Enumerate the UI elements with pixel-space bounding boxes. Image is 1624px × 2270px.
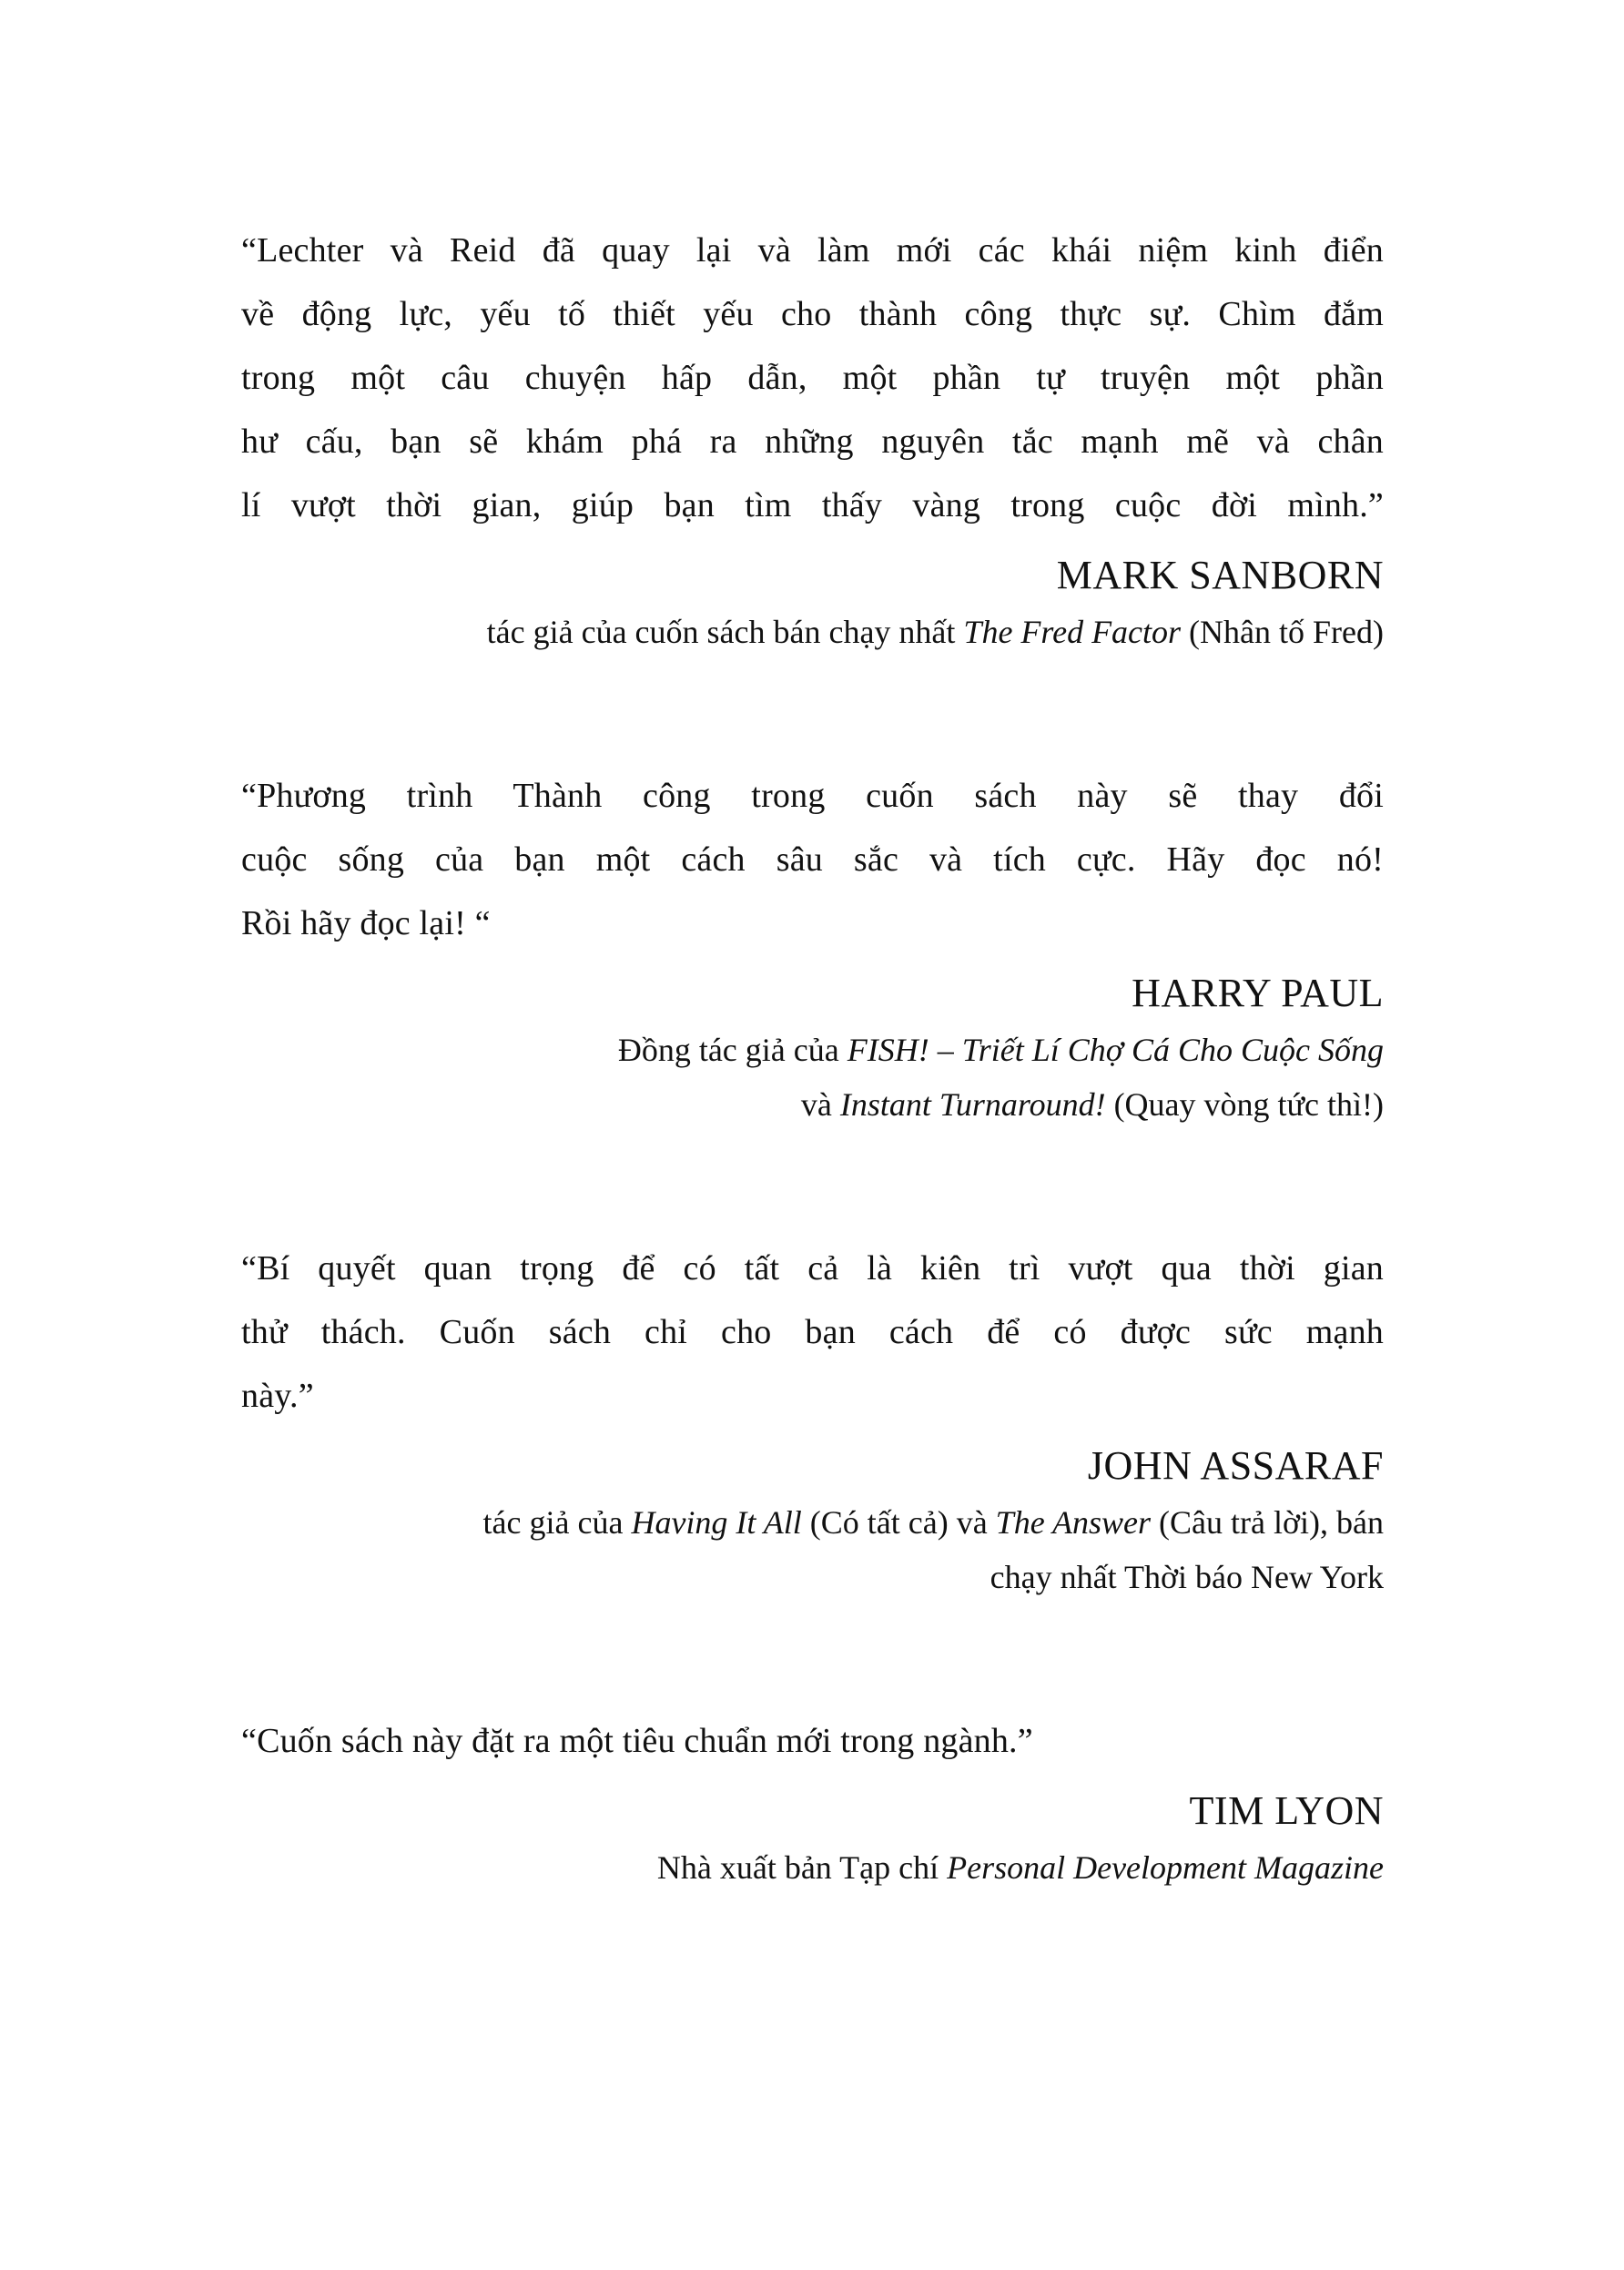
endorsement-mark-sanborn <box>241 219 1384 659</box>
quote <box>241 764 1384 955</box>
quote-line: “Phương trình Thành công trong cuốn sách này sẽ thay đổi <box>241 777 1384 815</box>
quote-line: Rồi hãy đọc lại! “ <box>241 904 491 942</box>
credit-line: chạy nhất Thời báo New York <box>990 1559 1384 1595</box>
author-name: HARRY PAUL <box>1132 971 1384 1015</box>
credit-line: Nhà xuất bản Tạp chí Personal Development Magazine <box>656 1849 1384 1886</box>
credit-line: tác giả của Having It All (Có tất cả) và The Answer (Câu trả lời), bán <box>482 1504 1384 1541</box>
quote-line: “Lechter và Reid đã quay lại và làm mới các khái niệm kinh điển <box>241 231 1384 270</box>
author-credit <box>241 1840 1384 1895</box>
quote-line: cuộc sống của bạn một cách sâu sắc và tích cực. Hãy đọc nó! <box>241 840 1384 879</box>
text-block <box>241 0 1384 1895</box>
credit-line: tác giả của cuốn sách bán chạy nhất The Fred Factor (Nhân tố Fred) <box>486 614 1384 650</box>
quote-line: về động lực, yếu tố thiết yếu cho thành công thực sự. Chìm đắm <box>241 295 1384 333</box>
quote-line: lí vượt thời gian, giúp bạn tìm thấy vàng trong cuộc đời mình.” <box>241 486 1384 524</box>
quote-line: “Cuốn sách này đặt ra một tiêu chuẩn mới trong ngành.” <box>241 1722 1033 1760</box>
quote-line: thử thách. Cuốn sách chỉ cho bạn cách để có được sức mạnh <box>241 1313 1384 1351</box>
author-name: TIM LYON <box>1189 1788 1384 1833</box>
quote <box>241 1709 1384 1773</box>
endorsement-tim-lyon <box>241 1709 1384 1895</box>
credit-line: Đồng tác giả của FISH! – Triết Lí Chợ Cá Cho Cuộc Sống <box>617 1032 1384 1068</box>
quote-line: hư cấu, bạn sẽ khám phá ra những nguyên tắc mạnh mẽ và chân <box>241 422 1384 461</box>
quote-line: trong một câu chuyện hấp dẫn, một phần tự truyện một phần <box>241 359 1384 397</box>
quote <box>241 219 1384 537</box>
endorsement-john-assaraf <box>241 1237 1384 1604</box>
author-name: MARK SANBORN <box>1056 553 1384 597</box>
author-credit <box>241 1023 1384 1132</box>
quote <box>241 1237 1384 1428</box>
quote-line: “Bí quyết quan trọng để có tất cả là kiên trì vượt qua thời gian <box>241 1249 1384 1288</box>
author-credit <box>241 605 1384 659</box>
author-name: JOHN ASSARAF <box>1087 1443 1384 1488</box>
endorsement-harry-paul <box>241 764 1384 1132</box>
author-credit <box>241 1495 1384 1604</box>
quote-line: này.” <box>241 1377 314 1415</box>
credit-line: và Instant Turnaround! (Quay vòng tức thì!) <box>800 1086 1384 1123</box>
